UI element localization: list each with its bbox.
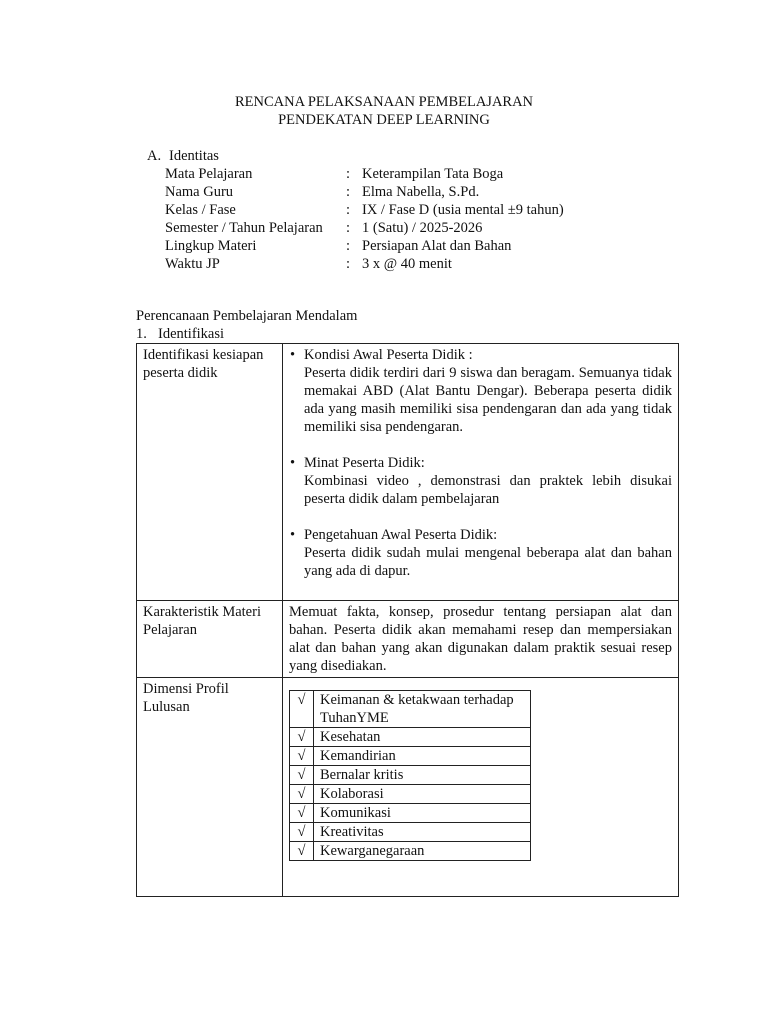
profil-item-name: Kesehatan [314, 728, 531, 747]
identifikasi-heading [136, 325, 224, 343]
profil-item-name: Bernalar kritis [314, 766, 531, 785]
bullet-pengetahuan-awal [289, 526, 672, 580]
identitas-value: Keterampilan Tata Boga [362, 166, 504, 182]
identitas-label: Mata Pelajaran [165, 166, 253, 182]
identitas-value: 1 (Satu) / 2025-2026 [362, 220, 483, 236]
identitas-value: 3 x @ 40 menit [362, 256, 452, 272]
profil-item-name: Keimanan & ketakwaan terhadap TuhanYME [314, 691, 531, 728]
profil-row [290, 804, 531, 823]
perencanaan-title: Perencanaan Pembelajaran Mendalam [136, 308, 358, 324]
bullet-dot: • [290, 455, 296, 471]
check-mark-icon: √ [290, 766, 314, 785]
table-row-dimensi [137, 678, 679, 897]
check-mark-icon: √ [290, 842, 314, 861]
profil-row [290, 691, 531, 728]
check-mark-icon: √ [290, 691, 314, 728]
kesiapan-content [283, 344, 679, 601]
check-mark-icon: √ [290, 747, 314, 766]
identitas-colon: : [346, 238, 351, 254]
bullet-spacer [289, 580, 672, 598]
profil-row [290, 823, 531, 842]
profil-row [290, 766, 531, 785]
karakteristik-text: Memuat fakta, konsep, prosedur tentang persiapan alat dan bahan. Peserta didik akan memahami resep dan mempersiakan alat dan bahan yang akan digunakan dalam praktik sesuai resep yang disediakan. [283, 601, 679, 678]
identitas-colon: : [346, 184, 351, 200]
bullet-spacer [289, 436, 672, 454]
bullet-minat [289, 454, 672, 508]
profil-row [290, 842, 531, 861]
profil-item-name: Kreativitas [314, 823, 531, 842]
identifikasi-heading-text: Identifikasi [158, 326, 225, 342]
profil-item-name: Kemandirian [314, 747, 531, 766]
bullet-dot: • [290, 347, 296, 363]
identitas-colon: : [346, 220, 351, 236]
bullet-spacer [289, 508, 672, 526]
identitas-label: Nama Guru [165, 184, 234, 200]
kesiapan-bullet-list [289, 346, 672, 598]
dimensi-content [283, 678, 679, 897]
identitas-label: Semester / Tahun Pelajaran [165, 220, 323, 236]
profil-item-name: Kewarganegaraan [314, 842, 531, 861]
profil-lulusan-table [289, 690, 531, 861]
identitas-colon: : [346, 202, 351, 218]
identitas-value: Elma Nabella, S.Pd. [362, 184, 480, 200]
identitas-colon: : [346, 166, 351, 182]
identitas-colon: : [346, 256, 351, 272]
profil-row [290, 747, 531, 766]
bullet-heading: Minat Peserta Didik: [304, 455, 425, 471]
identitas-value: IX / Fase D (usia mental ±9 tahun) [362, 202, 564, 218]
document-title-line1: RENCANA PELAKSANAAN PEMBELAJARAN [234, 94, 534, 110]
identitas-value: Persiapan Alat dan Bahan [362, 238, 512, 254]
check-mark-icon: √ [290, 728, 314, 747]
bullet-text: Peserta didik terdiri dari 9 siswa dan beragam. Semuanya tidak memakai ABD (Alat Bantu Dengar). Beberapa peserta didik ada yang masih memiliki sisa pendengaran dan ada yang tidak memiliki sisa pendengaran. [304, 365, 672, 435]
kesiapan-label: Identifikasi kesiapan peserta didik [137, 344, 283, 601]
profil-row [290, 728, 531, 747]
profil-item-name: Komunikasi [314, 804, 531, 823]
bullet-heading: Kondisi Awal Peserta Didik : [304, 347, 473, 363]
bullet-text: Kombinasi video , demonstrasi dan praktek lebih disukai peserta didik dalam pembelajaran [304, 473, 672, 507]
identifikasi-number: 1. [136, 326, 147, 342]
identitas-heading [147, 147, 219, 165]
check-mark-icon: √ [290, 823, 314, 842]
identitas-label: Waktu JP [165, 256, 220, 272]
bullet-dot: • [290, 527, 296, 543]
identitas-number: A. [147, 148, 162, 164]
bullet-kondisi-awal [289, 346, 672, 436]
check-mark-icon: √ [290, 785, 314, 804]
table-row-karakteristik [137, 601, 679, 678]
table-row-kesiapan [137, 344, 679, 601]
identitas-label: Kelas / Fase [165, 202, 236, 218]
identifikasi-table [136, 343, 679, 897]
check-mark-icon: √ [290, 804, 314, 823]
bullet-text: Peserta didik sudah mulai mengenal beberapa alat dan bahan yang ada di dapur. [304, 545, 672, 579]
dimensi-label: Dimensi Profil Lulusan [137, 678, 283, 897]
document-title-line2: PENDEKATAN DEEP LEARNING [278, 112, 490, 128]
identitas-heading-text: Identitas [169, 148, 219, 164]
profil-item-name: Kolaborasi [314, 785, 531, 804]
identitas-label: Lingkup Materi [165, 238, 257, 254]
bullet-heading: Pengetahuan Awal Peserta Didik: [304, 527, 498, 543]
profil-row [290, 785, 531, 804]
karakteristik-label: Karakteristik Materi Pelajaran [137, 601, 283, 678]
